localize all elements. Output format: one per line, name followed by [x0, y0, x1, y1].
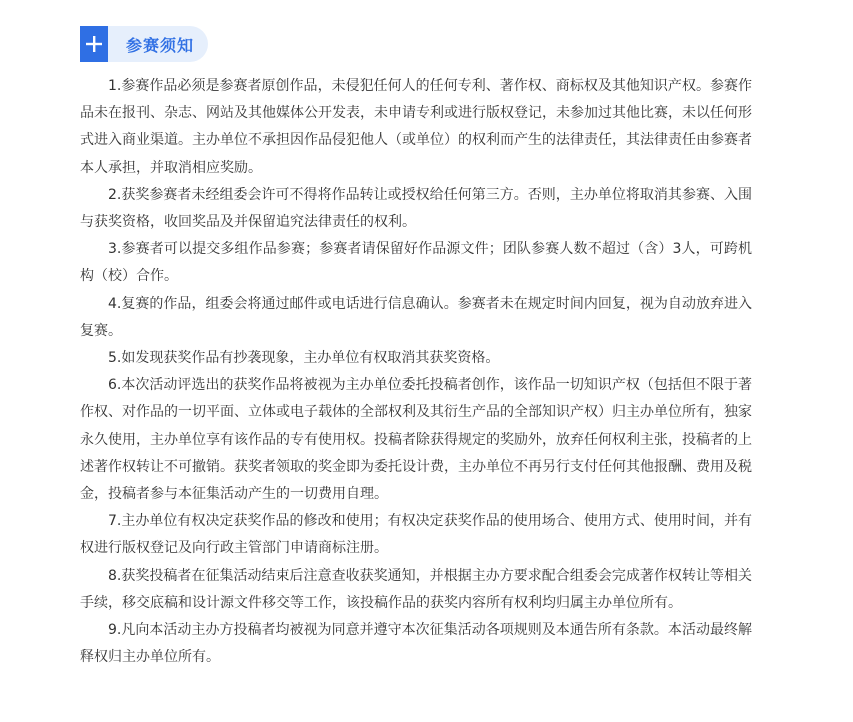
plus-icon — [80, 26, 108, 62]
section-title: 参赛须知 — [108, 26, 208, 62]
rule-paragraph-9: 9.凡向本活动主办方投稿者均被视为同意并遵守本次征集活动各项规则及本通告所有条款。本活动最终解释权归主办单位所有。 — [80, 622, 752, 666]
rule-paragraph-4: 4.复赛的作品，组委会将通过邮件或电话进行信息确认。参赛者未在规定时间内回复，视为自动放弃进入复赛。 — [80, 295, 752, 339]
rule-paragraph-8: 8.获奖投稿者在征集活动结束后注意查收获奖通知，并根据主办方要求配合组委会完成著作权转让等相关手续，移交底稿和设计源文件移交等工作，该投稿作品的获奖内容所有权利均归属主办单位所有。 — [80, 567, 752, 611]
rule-paragraph-3: 3.参赛者可以提交多组作品参赛；参赛者请保留好作品源文件；团队参赛人数不超过（含）3人，可跨机构（校）合作。 — [80, 241, 752, 285]
rules-content — [80, 73, 752, 671]
rule-paragraph-5: 5.如发现获奖作品有抄袭现象，主办单位有权取消其获奖资格。 — [108, 350, 500, 367]
rule-paragraph-6: 6.本次活动评选出的获奖作品将被视为主办单位委托投稿者创作，该作品一切知识产权（包括但不限于著作权、对作品的一切平面、立体或电子载体的全部权利及其衍生产品的全部知识产权）归主办单位所有，独家永久使用，主办单位享有该作品的专有使用权。投稿者除获得规定的奖励外，放弃任何权利主张，投稿者的上述著作权转让不可撤销。获奖者领取的奖金即为委托设计费，主办单位不再另行支付任何其他报酬、费用及税金，投稿者参与本征集活动产生的一切费用自理。 — [80, 377, 752, 503]
rule-paragraph-2: 2.获奖参赛者未经组委会许可不得将作品转让或授权给任何第三方。否则，主办单位将取消其参赛、入围与获奖资格，收回奖品及并保留追究法律责任的权利。 — [80, 186, 752, 231]
section-header — [80, 26, 208, 62]
rule-paragraph-7: 7.主办单位有权决定获奖作品的修改和使用；有权决定获奖作品的使用场合、使用方式、使用时间，并有权进行版权登记及向行政主管部门申请商标注册。 — [80, 513, 752, 557]
rule-paragraph-1: 1.参赛作品必须是参赛者原创作品，未侵犯任何人的任何专利、著作权、商标权及其他知识产权。参赛作品未在报刊、杂志、网站及其他媒体公开发表，未申请专利或进行版权登记，未参加过其他比赛，未以任何形式进入商业渠道。主办单位不承担因作品侵犯他人（或单位）的权利而产生的法律责任，其法律责任由参赛者本人承担，并取消相应奖励。 — [80, 78, 752, 176]
